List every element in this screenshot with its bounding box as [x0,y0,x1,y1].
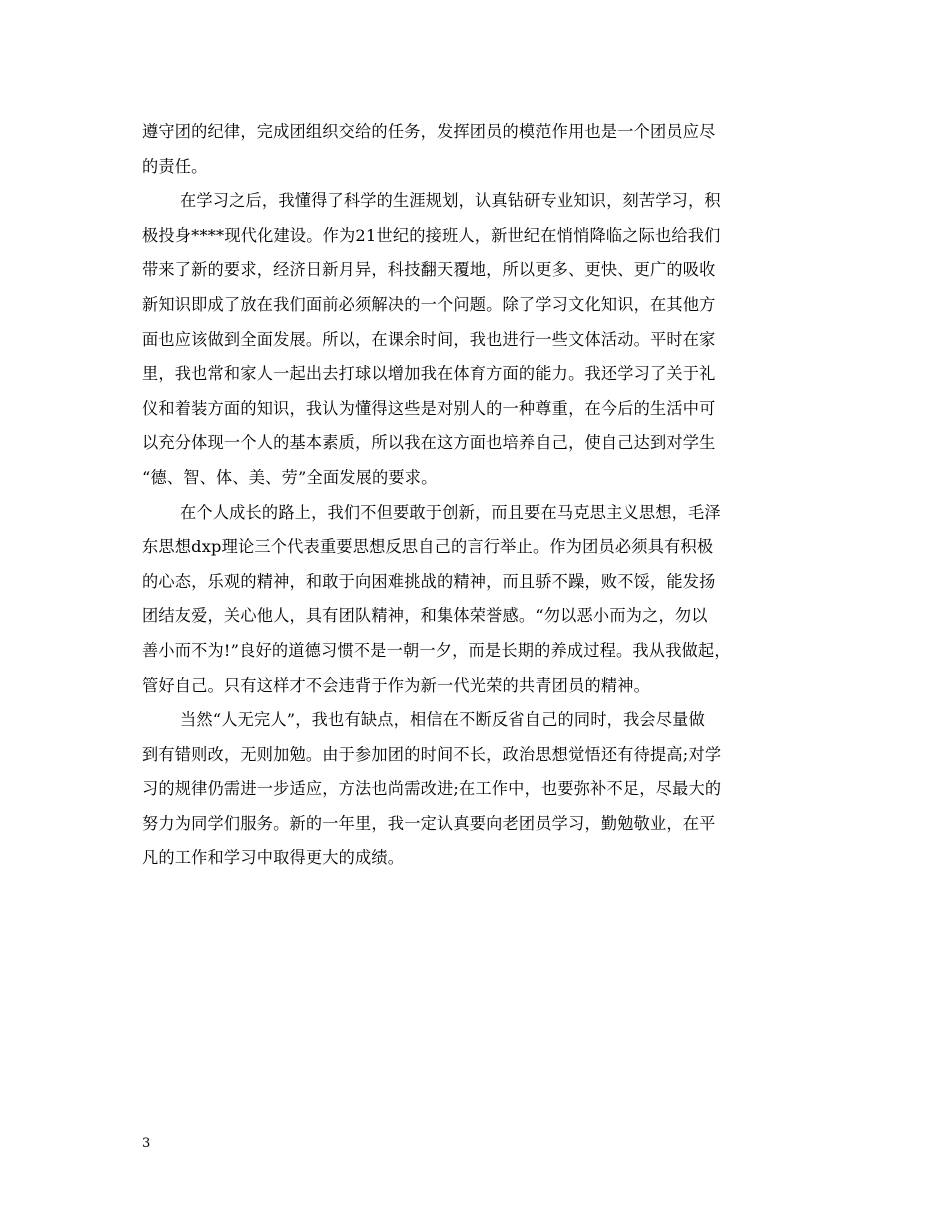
text-line: 仪和着装方面的知识，我认为懂得这些是对别人的一种尊重，在今后的生活中可 [142,398,716,418]
text-line: 管好自己。只有这样才不会违背于作为新一代光荣的共青团员的精神。 [142,675,651,695]
document-body [142,115,832,876]
text-line: 带来了新的要求，经济日新月异，科技翻天覆地，所以更多、更快、更广的吸收 [142,260,716,280]
text-line: 善小而不为!”良好的道德习惯不是一朝一夕，而是长期的养成过程。我从我做起， [142,640,731,660]
text-line: 在学习之后，我懂得了科学的生涯规划，认真钻研专业知识，刻苦学习，积 [180,191,721,211]
text-line: 以充分体现一个人的基本素质，所以我在这方面也培养自己，使自己达到对学生 [142,433,716,453]
text-line: 遵守团的纪律，完成团组织交给的任务，发挥团员的模范作用也是一个团员应尽 [142,122,716,141]
text-line: 极投身****现代化建设。作为21世纪的接班人，新世纪在悄悄降临之际也给我们 [142,225,721,245]
text-line: 团结友爱，关心他人，具有团队精神，和集体荣誉感。“勿以恶小而为之，勿以 [142,606,708,626]
text-line: 习的规律仍需进一步适应，方法也尚需改进;在工作中，也要弥补不足，尽最大的 [142,779,722,799]
text-line: 东思想dxp理论三个代表重要思想反思自己的言行举止。作为团员必须具有积极 [142,537,714,557]
page-number: 3 [142,1136,151,1151]
text-line: 新知识即成了放在我们面前必须解决的一个问题。除了学习文化知识，在其他方 [142,294,716,314]
text-line: “德、智、体、美、劳”全面发展的要求。 [142,467,438,487]
text-line: 的心态，乐观的精神，和敢于向困难挑战的精神，而且骄不躁，败不馁，能发扬 [142,571,716,591]
text-line: 努力为同学们服务。新的一年里，我一定认真要向老团员学习，勤勉敬业，在平 [142,813,716,833]
text-line: 当然“人无完人”，我也有缺点，相信在不断反省自己的同时，我会尽量做 [180,710,705,730]
text-line: 到有错则改，无则加勉。由于参加团的时间不长，政治思想觉悟还有待提高;对学 [142,744,722,764]
text-line: 在个人成长的路上，我们不但要敢于创新，而且要在马克思主义思想，毛泽 [180,502,721,522]
text-line: 面也应该做到全面发展。所以，在课余时间，我也进行一些文体活动。平时在家 [142,329,716,349]
text-line: 的责任。 [142,156,208,176]
text-line: 凡的工作和学习中取得更大的成绩。 [142,848,405,868]
text-line: 里，我也常和家人一起出去打球以增加我在体育方面的能力。我还学习了关于礼 [142,364,716,384]
